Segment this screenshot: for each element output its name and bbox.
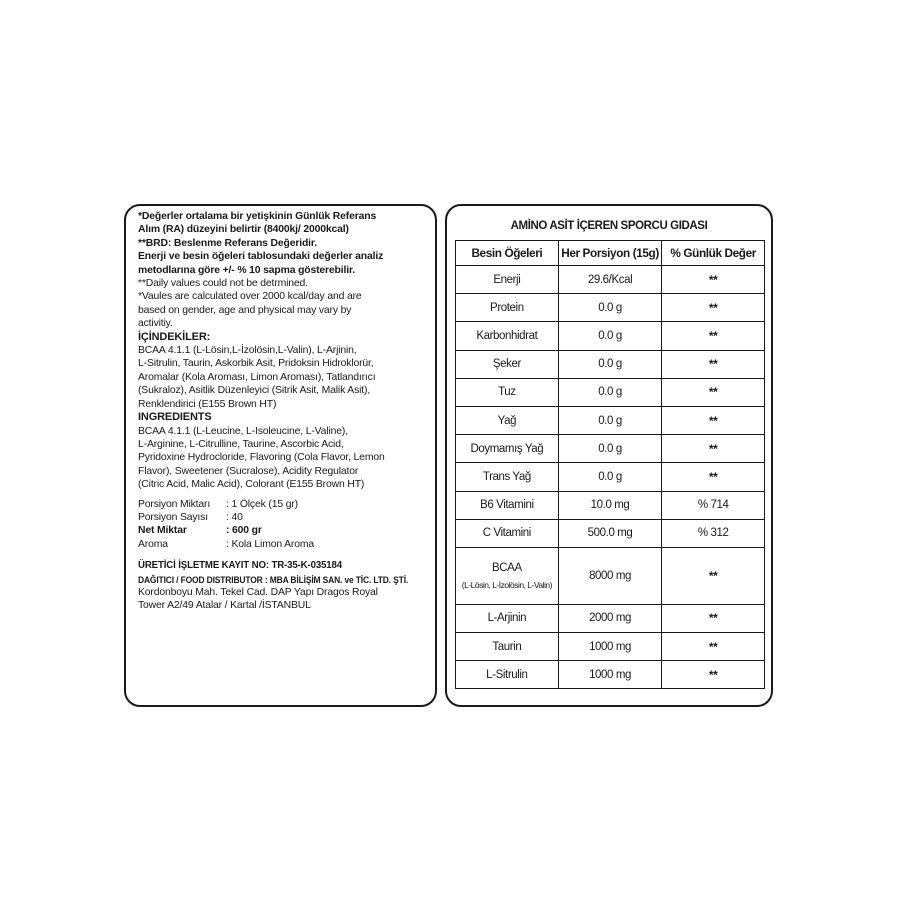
daily-value: ** bbox=[662, 547, 765, 604]
daily-value: % 714 bbox=[662, 491, 765, 519]
header-daily-value: % Günlük Değer bbox=[662, 241, 765, 266]
net-amount-value: : 600 gr bbox=[226, 525, 262, 537]
table-row bbox=[456, 378, 765, 406]
daily-value: ** bbox=[662, 633, 765, 661]
note-line: metodlarına göre +/- % 10 sapma gösterebilir. bbox=[138, 264, 356, 276]
portion-value: 1000 mg bbox=[558, 633, 662, 661]
note-line: based on gender, age and physical may vary by bbox=[138, 304, 352, 316]
table-row bbox=[456, 294, 765, 322]
ingredient-line: L-Arginine, L-Citrulline, Taurine, Ascorbic Acid, bbox=[138, 438, 344, 450]
portion-value: 0.0 g bbox=[558, 294, 662, 322]
table-row bbox=[456, 519, 765, 547]
nutrient-name: Taurin bbox=[456, 633, 559, 661]
serving-size-row bbox=[138, 498, 425, 511]
daily-value: ** bbox=[662, 435, 765, 463]
net-amount-label: Net Miktar bbox=[138, 525, 187, 537]
ingredient-line: Pyridoxine Hydrocloride, Flavoring (Cola Flavor, Lemon bbox=[138, 452, 385, 464]
portion-value: 0.0 g bbox=[558, 406, 662, 434]
note-line: **Daily values could not be detrmined. bbox=[138, 278, 308, 290]
table-row bbox=[456, 406, 765, 434]
ingredient-line: BCAA 4.1.1 (L-Leucine, L-Isoleucine, L-Valine), bbox=[138, 425, 348, 437]
ingredients-en-heading: INGREDIENTS bbox=[138, 411, 212, 424]
note-line: *Değerler ortalama bir yetişkinin Günlük Referans bbox=[138, 211, 377, 222]
table-row bbox=[456, 350, 765, 378]
nutrient-name: C Vitamini bbox=[456, 519, 559, 547]
table-row bbox=[456, 661, 765, 689]
flavor-label: Aroma bbox=[138, 538, 168, 550]
portion-value: 1000 mg bbox=[558, 661, 662, 689]
nutrient-name: Şeker bbox=[456, 350, 559, 378]
nutrient-name: L-Arjinin bbox=[456, 604, 559, 632]
serving-size-label: Porsiyon Miktarı bbox=[138, 498, 211, 510]
portion-value: 10.0 mg bbox=[558, 491, 662, 519]
ingredient-line: L-Sitrulin, Taurin, Askorbik Asit, Pridoksin Hidroklorür, bbox=[138, 358, 374, 370]
portion-value: 29.6/Kcal bbox=[558, 266, 662, 294]
daily-value: ** bbox=[662, 266, 765, 294]
ingredient-line: BCAA 4.1.1 (L-Lösin,L-İzolösin,L-Valin), L-Arjinin, bbox=[138, 345, 357, 357]
table-row bbox=[456, 463, 765, 491]
reference-notes bbox=[138, 210, 425, 277]
product-info bbox=[138, 498, 425, 552]
table-header-row bbox=[456, 241, 765, 266]
label-info-panel bbox=[124, 204, 437, 707]
table-title: AMİNO ASİT İÇEREN SPORCU GIDASI bbox=[510, 220, 708, 232]
nutrient-name: L-Sitrulin bbox=[456, 661, 559, 689]
nutrient-name: BCAA bbox=[492, 561, 522, 574]
note-line: activitiy. bbox=[138, 318, 173, 330]
distributor: DAĞITICI / FOOD DISTRIBUTOR : MBA BİLİŞİM SAN. ve TİC. LTD. ŞTİ. bbox=[138, 573, 409, 585]
daily-value: ** bbox=[662, 604, 765, 632]
daily-value: ** bbox=[662, 406, 765, 434]
servings-count-label: Porsiyon Sayısı bbox=[138, 511, 208, 523]
ingredients-tr bbox=[138, 344, 425, 411]
servings-count-value: : 40 bbox=[226, 511, 243, 523]
ingredient-line: Aromalar (Kola Aroması, Limon Aroması), Tatlandırıcı bbox=[138, 371, 376, 383]
registration-number: ÜRETİCİ İŞLETME KAYIT NO: TR-35-K-035184 bbox=[138, 560, 343, 572]
address-line: Tower A2/49 Atalar / Kartal /İSTANBUL bbox=[138, 600, 311, 612]
ingredients-en bbox=[138, 425, 425, 492]
header-nutrient: Besin Öğeleri bbox=[456, 241, 559, 266]
flavor-value: : Kola Limon Aroma bbox=[226, 538, 314, 550]
note-line: **BRD: Beslenme Referans Değeridir. bbox=[138, 237, 317, 249]
serving-size-value: : 1 Ölçek (15 gr) bbox=[226, 498, 298, 510]
table-row bbox=[456, 435, 765, 463]
nutrient-sub-label: (L-Lösin, L-İzolösin, L-Valin) bbox=[461, 579, 552, 590]
portion-value: 0.0 g bbox=[558, 378, 662, 406]
ingredients-tr-heading: İÇİNDEKİLER: bbox=[138, 330, 211, 343]
flavor-row bbox=[138, 538, 425, 551]
daily-value: ** bbox=[662, 463, 765, 491]
portion-value: 500.0 mg bbox=[558, 519, 662, 547]
portion-value: 0.0 g bbox=[558, 322, 662, 350]
table-row bbox=[456, 322, 765, 350]
nutrient-name: Karbonhidrat bbox=[456, 322, 559, 350]
daily-value: % 312 bbox=[662, 519, 765, 547]
daily-value: ** bbox=[662, 378, 765, 406]
table-row bbox=[456, 604, 765, 632]
portion-value: 2000 mg bbox=[558, 604, 662, 632]
portion-value: 8000 mg bbox=[558, 547, 662, 604]
portion-value: 0.0 g bbox=[558, 463, 662, 491]
english-notes bbox=[138, 277, 425, 331]
daily-value: ** bbox=[662, 294, 765, 322]
ingredient-line: (Sukraloz), Asitlik Düzenleyici (Sitrik Asit, Malik Asit), bbox=[138, 385, 371, 397]
table-row bbox=[456, 633, 765, 661]
nutrient-name: Yağ bbox=[456, 406, 559, 434]
ingredient-line: (Citric Acid, Malic Acid), Colorant (E155 Brown HT) bbox=[138, 479, 365, 491]
nutrient-name: Enerji bbox=[456, 266, 559, 294]
ingredient-line: Flavor), Sweetener (Sucralose), Acidity Regulator bbox=[138, 465, 359, 477]
nutrient-name: B6 Vitamini bbox=[456, 491, 559, 519]
table-row bbox=[456, 547, 765, 604]
header-per-portion: Her Porsiyon (15g) bbox=[558, 241, 662, 266]
nutrient-name: Trans Yağ bbox=[456, 463, 559, 491]
nutrient-name: Protein bbox=[456, 294, 559, 322]
portion-value: 0.0 g bbox=[558, 350, 662, 378]
table-row bbox=[456, 266, 765, 294]
nutrition-table bbox=[455, 240, 765, 689]
nutrition-panel bbox=[445, 204, 773, 707]
daily-value: ** bbox=[662, 661, 765, 689]
ingredient-line: Renklendirici (E155 Brown HT) bbox=[138, 398, 277, 410]
servings-count-row bbox=[138, 511, 425, 524]
address-line: Kordonboyu Mah. Tekel Cad. DAP Yapı Dragos Royal bbox=[138, 586, 378, 598]
address bbox=[138, 586, 425, 613]
daily-value: ** bbox=[662, 350, 765, 378]
note-line: Enerji ve besin öğeleri tablosundaki değerler analiz bbox=[138, 251, 384, 263]
table-row bbox=[456, 491, 765, 519]
net-amount-row bbox=[138, 524, 425, 537]
portion-value: 0.0 g bbox=[558, 435, 662, 463]
nutrient-name-bcaa bbox=[456, 547, 559, 604]
nutrient-name: Tuz bbox=[456, 378, 559, 406]
note-line: *Vaules are calculated over 2000 kcal/day and are bbox=[138, 291, 362, 303]
note-line: Alım (RA) düzeyini belirtir (8400kj/ 2000kcal) bbox=[138, 224, 349, 236]
daily-value: ** bbox=[662, 322, 765, 350]
nutrient-name: Doymamış Yağ bbox=[456, 435, 559, 463]
